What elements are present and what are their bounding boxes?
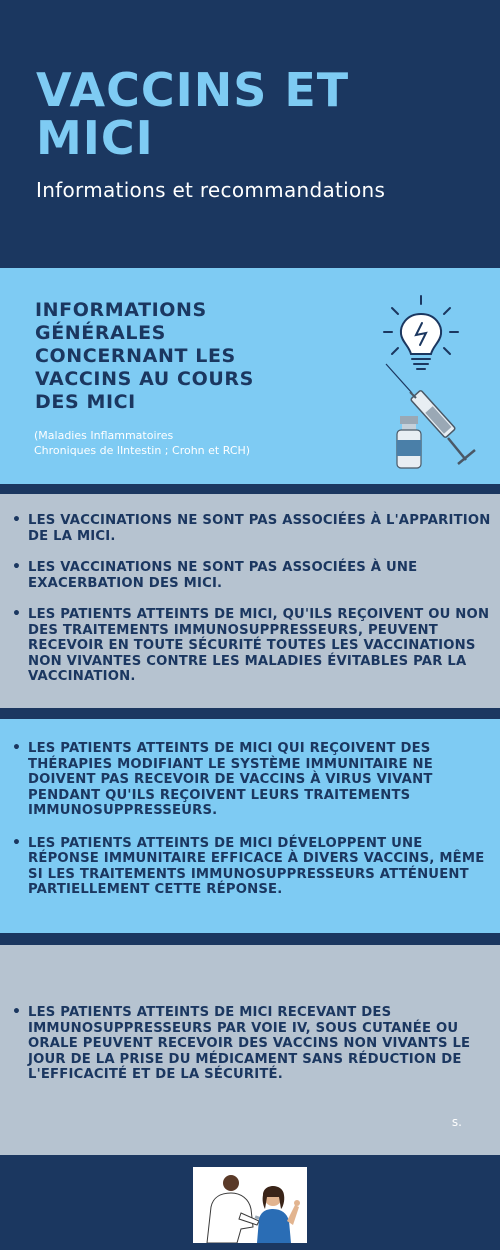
general-info-note — [34, 428, 314, 458]
doctor-patient-icon — [193, 1167, 307, 1243]
bullet-list-1 — [10, 513, 498, 701]
footer-section — [0, 1155, 500, 1250]
vaccine-illustration — [376, 288, 490, 478]
list-item: • LES VACCINATIONS NE SONT PAS ASSOCIÉES À UNE EXACERBATION DES MICI. — [10, 560, 498, 591]
note-line-1: (Maladies Inflammatoires — [34, 429, 174, 442]
list-item: • LES PATIENTS ATTEINTS DE MICI QUI REÇOIVENT DES THÉRAPIES MODIFIANT LE SYSTÈME IMMUNITAIRE NE DOIVENT PAS RECEVOIR DE VACCINS À VIRUS VIVANT PENDANT QU'ILS REÇOIVENT LEURS TRAITEMENTS IMMUNOSUPPRESSEURS. — [10, 741, 498, 819]
general-info-title: INFORMATIONS GÉNÉRALES CONCERNANT LES VACCINS AU COURS DES MICI — [35, 299, 254, 413]
header-section — [0, 0, 500, 268]
section-live-vaccines — [0, 719, 500, 933]
list-item: • LES PATIENTS ATTEINTS DE MICI RECEVANT DES IMMUNOSUPPRESSEURS PAR VOIE IV, SOUS CUTANÉE OU ORALE PEUVENT RECEVOIR DES VACCINS NON VIVANTS LE JOUR DE LA PRISE DU MÉDICAMENT SANS RÉDUCTION DE L'EFFICACITÉ ET DE LA SÉCURITÉ. — [10, 1005, 498, 1083]
lightbulb-icon — [384, 296, 458, 369]
page-title: VACCINS ET MICI — [36, 63, 350, 165]
section-general-safety — [0, 494, 500, 708]
bullet-list-3 — [10, 1005, 498, 1083]
list-item: • LES VACCINATIONS NE SONT PAS ASSOCIÉES À L'APPARITION DE LA MICI. — [10, 513, 498, 544]
note-line-2: Chroniques de lIntestin ; Crohn et RCH) — [34, 444, 251, 457]
vaccine-vial-icon — [397, 416, 421, 468]
page-subtitle: Informations et recommandations — [36, 178, 386, 202]
bullet-list-2 — [10, 741, 498, 915]
vaccination-illustration — [193, 1167, 307, 1243]
footnote-mark: s. — [451, 1115, 462, 1129]
general-info-section — [0, 268, 500, 484]
list-item: • LES PATIENTS ATTEINTS DE MICI DÉVELOPPENT UNE RÉPONSE IMMUNITAIRE EFFICACE À DIVERS VACCINS, MÊME SI LES TRAITEMENTS IMMUNOSUPPRESSEURS ATTÉNUENT PARTIELLEMENT CETTE RÉPONSE. — [10, 836, 498, 898]
list-item: • LES PATIENTS ATTEINTS DE MICI, QU'ILS REÇOIVENT OU NON DES TRAITEMENTS IMMUNOSUPPRESSEURS, PEUVENT RECEVOIR EN TOUTE SÉCURITÉ TOUTES LES VACCINATIONS NON VIVANTES CONTRE LES MALADIES ÉVITABLES PAR LA VACCINATION. — [10, 607, 498, 685]
section-administration-route — [0, 945, 500, 1155]
